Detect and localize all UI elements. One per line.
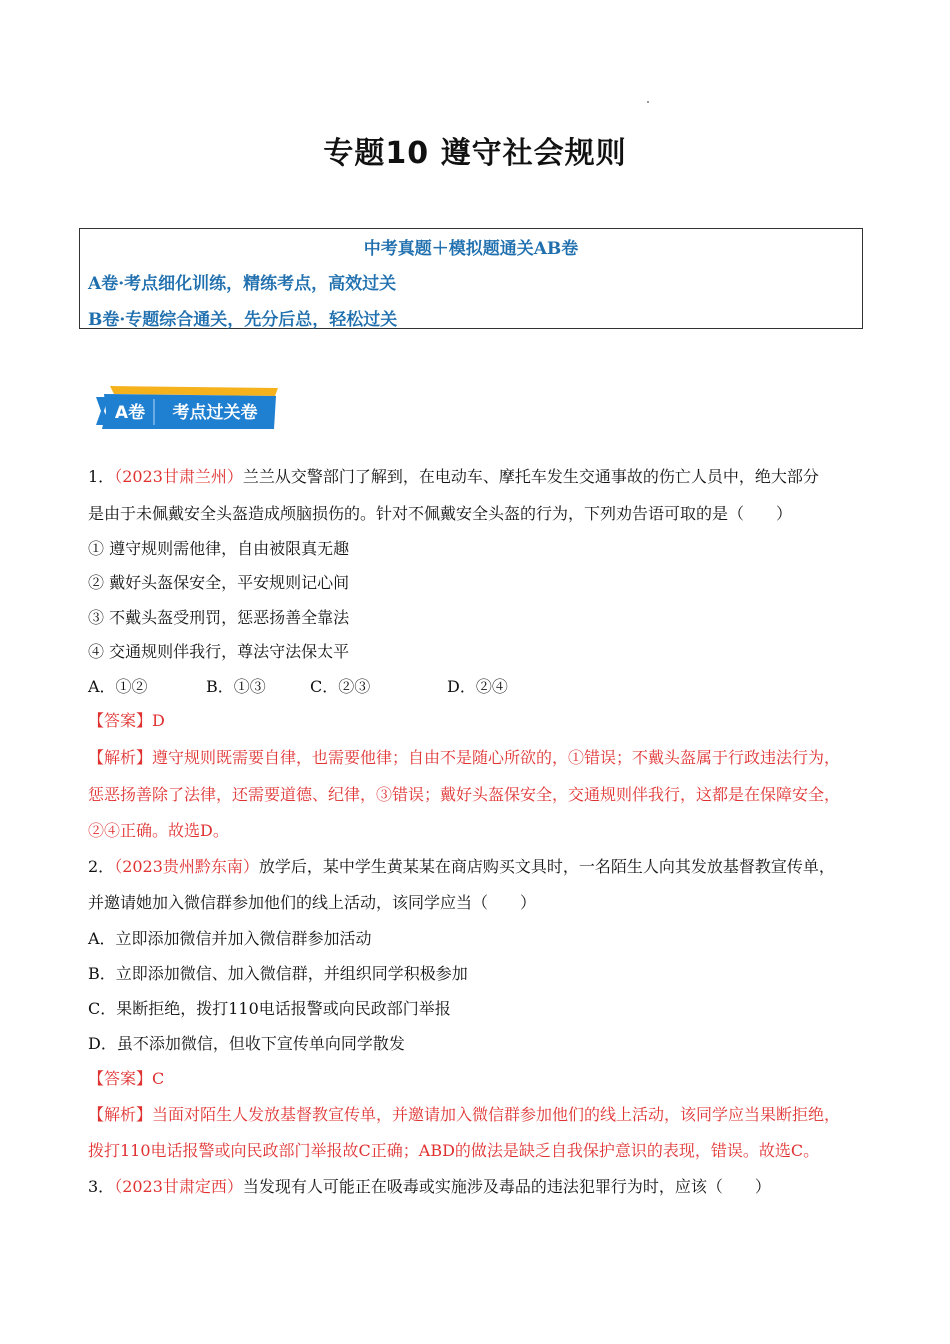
- q1-answer-value: D: [152, 711, 165, 730]
- q2-analysis-line1: [88, 1105, 840, 1125]
- q2-answer-value: C: [152, 1069, 165, 1088]
- q2-analysis-line2: 拨打110电话报警或向民政部门举报故C正确；ABD的做法是缺乏自我保护意识的表现，错误。故选C。: [88, 1141, 820, 1160]
- q1-analysis-text1: 遵守规则既需要自律，也需要他律；自由不是随心所欲的，①错误；不戴头盔属于行政违法行为，: [152, 748, 841, 767]
- q1-analysis-label: 【解析】: [88, 748, 153, 767]
- intro-box-line-b: B卷·专题综合通关，先分后总，轻松过关: [88, 310, 398, 330]
- q1-source: （2023甘肃兰州）: [114, 467, 243, 486]
- q3-stem-line1: [88, 1177, 771, 1197]
- q1-item-1: ① 遵守规则需他律，自由被限真无趣: [88, 539, 350, 558]
- stray-dot: [647, 101, 649, 103]
- q3-stem1: 当发现有人可能正在吸毒或实施涉及毒品的违法犯罪行为时，应该（ ）: [242, 1177, 771, 1196]
- q1-analysis-line1: [88, 748, 840, 768]
- q2-source: （2023贵州黔东南）: [114, 857, 259, 876]
- q1-stem1: 兰兰从交警部门了解到，在电动车、摩托车发生交通事故的伤亡人员中，绝大部分: [242, 467, 819, 486]
- q2-number: 2．: [88, 857, 115, 876]
- q1-analysis-line3: ②④正确。故选D。: [88, 821, 229, 840]
- badge-part1: A卷: [114, 403, 146, 423]
- q1-option-c: C．②③: [310, 677, 371, 696]
- q1-option-d: D．②④: [447, 677, 508, 696]
- q3-number: 3．: [88, 1177, 115, 1196]
- q2-stem1: 放学后，某中学生黄某某在商店购买文具时，一名陌生人向其发放基督教宣传单，: [258, 857, 835, 876]
- section-badge: [96, 385, 278, 431]
- intro-box: [79, 228, 863, 329]
- q2-option-c: C．果断拒绝，拨打110电话报警或向民政部门举报: [88, 999, 451, 1018]
- q1-option-b: B．①③: [206, 677, 266, 696]
- q1-stem-line2: 是由于未佩戴安全头盔造成颅脑损伤的。针对不佩戴安全头盔的行为，下列劝告语可取的是（ ）: [88, 504, 793, 523]
- q1-item-2: ② 戴好头盔保安全，平安规则记心间: [88, 573, 350, 592]
- q2-answer-label: 【答案】: [88, 1069, 153, 1088]
- q2-stem-line2: 并邀请她加入微信群参加他们的线上活动，该同学应当（ ）: [88, 893, 537, 912]
- q1-analysis-line2: 惩恶扬善除了法律，还需要道德、纪律，③错误；戴好头盔保安全，交通规则伴我行，这都是在保障安全，: [88, 785, 841, 804]
- intro-box-heading: 中考真题＋模拟题通关AB卷: [363, 239, 579, 259]
- q2-option-a: A．立即添加微信并加入微信群参加活动: [88, 929, 372, 948]
- q1-answer: [88, 711, 165, 731]
- page-title: 专题10 遵守社会规则: [323, 136, 627, 171]
- q2-answer: [88, 1069, 164, 1089]
- q2-analysis-label: 【解析】: [88, 1105, 153, 1124]
- q1-stem-line1: [88, 467, 819, 487]
- q1-item-3: ③ 不戴头盔受刑罚，惩恶扬善全靠法: [88, 608, 350, 627]
- q2-option-b: B．立即添加微信、加入微信群，并组织同学积极参加: [88, 964, 468, 983]
- badge-part2: 考点过关卷: [172, 403, 258, 423]
- q1-number: 1．: [88, 467, 115, 486]
- q1-answer-label: 【答案】: [88, 711, 153, 730]
- q1-item-4: ④ 交通规则伴我行，尊法守法保太平: [88, 642, 350, 661]
- q2-stem-line1: [88, 857, 835, 877]
- q2-option-d: D．虽不添加微信，但收下宣传单向同学散发: [88, 1034, 405, 1053]
- q2-analysis-text1: 当面对陌生人发放基督教宣传单，并邀请加入微信群参加他们的线上活动，该同学应当果断拒绝，: [152, 1105, 841, 1124]
- q3-source: （2023甘肃定西）: [114, 1177, 243, 1196]
- q1-option-a: A．①②: [88, 677, 148, 696]
- q1-options: [88, 677, 508, 697]
- intro-box-line-a: A卷·考点细化训练，精练考点，高效过关: [88, 274, 397, 294]
